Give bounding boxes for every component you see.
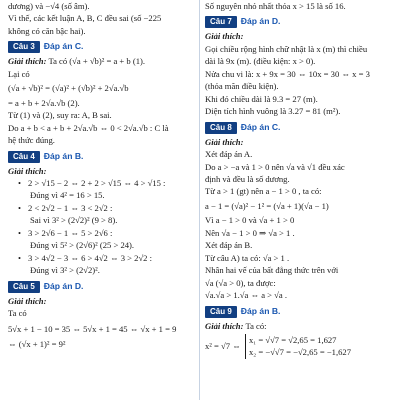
text-line: Từ a > 1 (gt) nên a − 1 > 0 , ta có:: [205, 186, 322, 197]
question-4-header: [8, 150, 191, 163]
question-badge: Câu 7: [205, 16, 237, 28]
list-item: [8, 252, 191, 264]
text-line: (thỏa mãn điều kiện).: [205, 81, 279, 92]
explanation-label: Giải thích:: [205, 136, 244, 147]
list-item-note: Đúng vì 5² > (2√6)² (25 > 24).: [30, 240, 135, 251]
text-line: không có căn bậc hai).: [8, 25, 86, 36]
explanation-label: Giải thích:: [205, 31, 244, 42]
formula-lhs: x² = √7 ⇔: [205, 341, 241, 352]
list-item: [8, 227, 191, 239]
bullet-icon: •: [18, 227, 22, 238]
formula-line: a − 1 = (√a)² − 1² = (√a + 1)(√a − 1): [205, 200, 329, 211]
question-badge: Câu 5: [8, 281, 40, 293]
explanation-label: Giải thích:: [8, 56, 47, 67]
right-column: [205, 0, 392, 400]
text-line: dương) và −√4 (số âm).: [8, 1, 90, 11]
question-badge: Câu 9: [205, 306, 237, 318]
question-9-header: [205, 305, 392, 318]
bullet-icon: •: [18, 252, 22, 263]
question-7-header: [205, 15, 392, 28]
text-line: dài là 9x (m). (điều kiện: x > 0).: [205, 56, 316, 67]
list-item-note: Đúng vì 4² = 16 > 15.: [30, 190, 105, 201]
list-item-text: 2 > √15 − 2 ⇔ 2 + 2 > √15 ⇔ 4 > √15 :: [28, 177, 166, 188]
text-line: hệ thức đúng.: [8, 135, 55, 146]
list-item-note: Sai vì 3² > (2√2)² (9 > 8).: [30, 215, 118, 226]
text-line: Từ câu A) ta có: √a > 1 .: [205, 252, 290, 263]
text-line: Vì thế, các kết luận A, B, C đều sai (số −225: [8, 13, 162, 24]
text-line: định và đều là số dương.: [205, 173, 290, 184]
bullet-icon: •: [18, 177, 22, 188]
text-line: Từ (1) và (2), suy ra: A, B sai.: [8, 110, 112, 121]
explanation-label: Giải thích:: [8, 165, 47, 176]
text-line: Gọi chiều rộng hình chữ nhật là x (m) thì chiều: [205, 43, 368, 54]
formula-line: √a.√a > 1.√a ⇔ a > √a .: [205, 290, 288, 301]
answer-label: Đáp án C.: [43, 41, 84, 52]
text-line: Ta có (√a + √b)² = a + b (1).: [48, 56, 146, 67]
text-line: Diện tích hình vuông là 3.27 = 81 (m²).: [205, 106, 341, 117]
text-line: Do a + b < a + b + 2√a.√b ⇔ 0 < 2√a.√b : C là: [8, 122, 169, 133]
answer-label: Đáp án C.: [240, 121, 281, 132]
question-5-header: [8, 280, 191, 293]
text-line: Vì a − 1 > 0 và √a + 1 > 0: [205, 215, 295, 226]
text-line: Lại có: [8, 68, 30, 79]
list-item-text: 3 > 2√6 − 1 ⇔ 5 > 2√6 :: [28, 227, 113, 238]
text-line: Ta có: [8, 308, 27, 319]
text-line: √a (√a > 0), ta được:: [205, 277, 276, 288]
formula-line: = a + b + 2√a.√b (2).: [8, 97, 80, 108]
list-item-text: 3 > 4√2 − 3 ⇔ 6 > 4√2 ⇔ 3 > 2√2 :: [28, 252, 153, 263]
text-line: Khi đó chiều dài là 9.3 = 27 (m).: [205, 93, 318, 104]
answer-label: Đáp án B.: [240, 305, 281, 316]
case-line: x₁ = √√7 = √2,65 = 1,627: [248, 334, 337, 345]
list-item-note: Đúng vì 3² > (2√2)².: [30, 265, 100, 276]
formula-line: 5√x + 1 − 10 = 35 ⇔ 5√x + 1 = 45 ⇔ √x + 1 = 9: [8, 323, 177, 334]
text-line: Số nguyên nhỏ nhất thỏa x > 15 là số 16.: [205, 1, 346, 11]
answer-label: Đáp án D.: [240, 16, 281, 27]
question-3-header: [8, 40, 191, 53]
explanation-label: Giải thích:: [8, 295, 47, 306]
text-line: Xét đáp án A.: [205, 149, 253, 160]
answer-label: Đáp án D.: [43, 280, 84, 291]
explanation-label: Giải thích:: [205, 320, 244, 331]
left-column: [8, 0, 191, 400]
question-badge: Câu 4: [8, 151, 40, 163]
column-divider: [199, 0, 200, 400]
text-line: Xét đáp án B.: [205, 240, 253, 251]
list-item-text: 2 < 2√2 − 1 ⇔ 3 < 2√2 :: [28, 202, 113, 213]
case-line: x₂ = −√√7 = −√2,65 = −1,627: [248, 347, 352, 358]
text-line: Nửa chu vi là: x + 9x = 30 ⇔ 10x = 30 ⇔ x = 3: [205, 68, 370, 79]
formula-line: ⇔ (√x + 1)² = 9²: [8, 338, 66, 349]
case-brace: [245, 334, 351, 359]
text-line: Nhân hai vế của bất đẳng thức trên với: [205, 265, 339, 276]
bullet-icon: •: [18, 202, 22, 213]
text-line: Ta có:: [245, 320, 267, 331]
question-badge: Câu 3: [8, 41, 40, 53]
text-line: Do a > −a và 1 > 0 nên √a và √1 đều xác: [205, 161, 345, 172]
question-badge: Câu 8: [205, 122, 237, 134]
case-formula: [205, 334, 392, 359]
formula-line: (√a + √b)² = (√a)² + (√b)² + 2√a.√b: [8, 83, 129, 94]
text-line: Nên √a − 1 > 0 ⇒ √a > 1 .: [205, 227, 295, 238]
list-item: [8, 202, 191, 214]
answer-label: Đáp án B.: [43, 150, 84, 161]
question-8-header: [205, 121, 392, 134]
list-item: [8, 177, 191, 189]
